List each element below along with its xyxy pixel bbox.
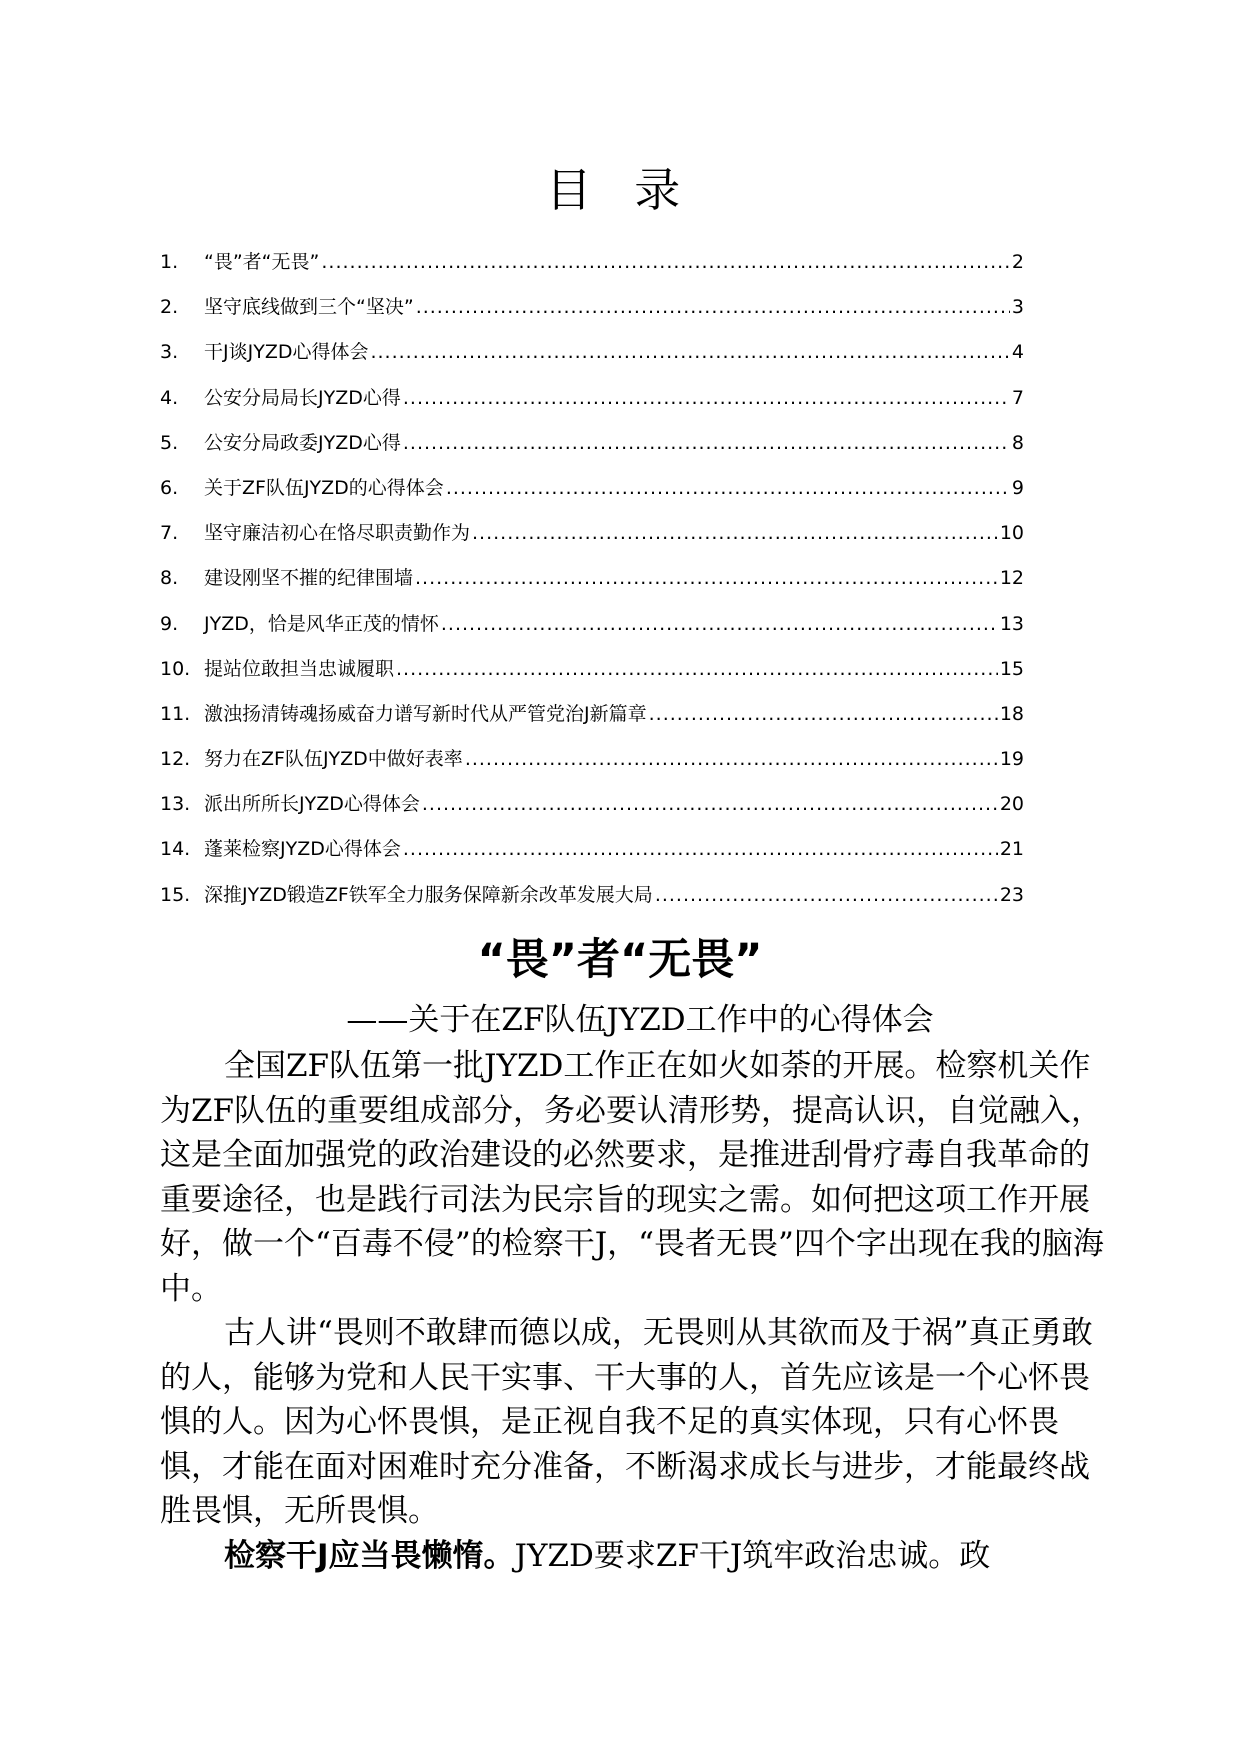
toc-entry-number: 8.	[160, 567, 179, 590]
toc-entry-title[interactable]: JYZD，恰是风华正茂的情怀	[204, 612, 439, 635]
toc-entry-title[interactable]: 蓬莱检察JYZD心得体会	[204, 838, 401, 861]
toc-entry-page: 20	[999, 793, 1024, 816]
toc-leader-dots	[403, 431, 1010, 455]
toc-entry-title[interactable]: 激浊扬清铸魂扬威奋力谱写新时代从严管党治J新篇章	[204, 702, 647, 725]
article-subtitle: ——关于在ZF队伍JYZD工作中的心得体会	[346, 1002, 934, 1038]
article-paragraph: 全国ZF队伍第一批JYZD工作正在如火如荼的开展。检察机关作为ZF队伍的重要组成部分，务必要认清形势，提高认识，自觉融入，这是全面加强党的政治建设的必然要求，是推进刮骨疗毒自我革命的重要途径，也是践行司法为民宗旨的现实之需。如何把这项工作开展好，做一个“百毒不侵”的检察干J，“畏者无畏”四个字出现在我的脑海中。	[160, 1048, 1104, 1307]
toc-entry-title[interactable]: 提站位敢担当忠诚履职	[204, 657, 395, 680]
toc-entry-title[interactable]: 深推JYZD锻造ZF铁军全力服务保障新余改革发展大局	[204, 883, 653, 906]
toc-entry-number: 2.	[160, 296, 179, 319]
toc-entry[interactable]	[160, 657, 1024, 702]
toc-entry-page: 3	[1011, 296, 1024, 319]
article-paragraph	[160, 1534, 1120, 1579]
toc-entry[interactable]	[160, 476, 1024, 521]
article-paragraph: 古人讲“畏则不敢肆而德以成，无畏则从其欲而及于祸”真正勇敢的人，能够为党和人民干实事、干大事的人，首先应该是一个心怀畏惧的人。因为心怀畏惧，是正视自我不足的真实体现，只有心怀畏惧，才能在面对困难时充分准备，不断渴求成长与进步，才能最终战胜畏惧，无所畏惧。	[160, 1315, 1093, 1529]
toc-entry-number: 7.	[160, 522, 179, 545]
toc-entry-page: 23	[999, 883, 1024, 906]
toc-leader-dots	[415, 566, 998, 590]
toc-leader-dots	[403, 386, 1010, 410]
toc-leader-dots	[396, 657, 998, 681]
toc-entry-number: 1.	[160, 251, 179, 273]
toc-entry[interactable]	[160, 521, 1024, 566]
toc-entry-title[interactable]: “畏”者“无畏”	[204, 251, 320, 273]
paragraph-bold-lead: 检察干J应当畏懒惰。	[224, 1537, 515, 1574]
toc-entry[interactable]	[160, 612, 1024, 657]
toc-leader-dots	[465, 747, 998, 771]
toc-entry-title[interactable]: 派出所所长JYZD心得体会	[204, 793, 420, 816]
toc-leader-dots	[321, 250, 1010, 274]
toc-entry-page: 9	[1011, 476, 1024, 499]
toc-entry-title[interactable]: 干J谈JYZD心得体会	[204, 341, 369, 364]
toc-leader-dots	[403, 837, 998, 861]
toc-entry-number: 5.	[160, 431, 179, 454]
toc-leader-dots	[422, 792, 998, 816]
toc-entry-page: 8	[1011, 431, 1024, 454]
toc-leader-dots	[649, 702, 998, 726]
toc-entry-number: 15.	[160, 883, 191, 906]
toc-entry-page: 2	[1011, 251, 1024, 273]
toc-entry-title[interactable]: 建设刚坚不摧的纪律围墙	[204, 567, 414, 590]
toc-entry[interactable]	[160, 295, 1024, 340]
toc-leader-dots	[446, 476, 1010, 500]
toc-entry-page: 18	[999, 702, 1024, 725]
toc-entry[interactable]	[160, 837, 1024, 882]
toc-entry[interactable]	[160, 883, 1024, 928]
toc-entry-number: 12.	[160, 748, 191, 771]
toc-entry-title[interactable]: 坚守底线做到三个“坚决”	[204, 296, 414, 319]
toc-entry-page: 10	[999, 522, 1024, 545]
toc-entry-number: 6.	[160, 476, 179, 499]
toc-entry-page: 7	[1011, 386, 1024, 409]
toc-entry[interactable]	[160, 431, 1024, 476]
toc-entry-number: 14.	[160, 838, 191, 861]
toc-entry-number: 10.	[160, 657, 191, 680]
toc-entry-number: 4.	[160, 386, 179, 409]
toc-entry[interactable]	[160, 702, 1024, 747]
toc-entry-number: 13.	[160, 793, 191, 816]
toc-entry[interactable]	[160, 792, 1024, 837]
toc-entry[interactable]	[160, 250, 1024, 295]
toc-entry-page: 21	[999, 838, 1024, 861]
toc-leader-dots	[370, 340, 1009, 364]
toc-entry-number: 3.	[160, 341, 179, 364]
article	[160, 930, 1120, 1578]
toc-entry-title[interactable]: 公安分局政委JYZD心得	[204, 431, 401, 454]
toc-entry-number: 11.	[160, 702, 191, 725]
toc-entry[interactable]	[160, 566, 1024, 611]
toc-heading: 目 录	[545, 163, 695, 217]
toc-entry-page: 12	[999, 567, 1024, 590]
toc-entry-page: 4	[1011, 341, 1024, 364]
toc-leader-dots	[655, 883, 998, 907]
toc-entry-page: 15	[999, 657, 1024, 680]
toc-entry-number: 9.	[160, 612, 179, 635]
toc-entry-title[interactable]: 坚守廉洁初心在恪尽职责勤作为	[204, 522, 471, 545]
toc-entry-title[interactable]: 公安分局局长JYZD心得	[204, 386, 401, 409]
paragraph-text: JYZD要求ZF干J筑牢政治忠诚。政	[514, 1537, 991, 1574]
toc-entry-title[interactable]: 努力在ZF队伍JYZD中做好表率	[204, 748, 463, 771]
toc-entry[interactable]	[160, 747, 1024, 792]
toc-entry[interactable]	[160, 386, 1024, 431]
toc-entry[interactable]	[160, 340, 1024, 385]
table-of-contents	[160, 250, 1024, 928]
toc-leader-dots	[472, 521, 998, 545]
toc-leader-dots	[416, 295, 1010, 319]
toc-entry-title[interactable]: 关于ZF队伍JYZD的心得体会	[204, 476, 444, 499]
toc-entry-page: 19	[999, 748, 1024, 771]
toc-entry-page: 13	[999, 612, 1024, 635]
toc-leader-dots	[441, 612, 998, 636]
article-title: “畏”者“无畏”	[477, 935, 763, 985]
